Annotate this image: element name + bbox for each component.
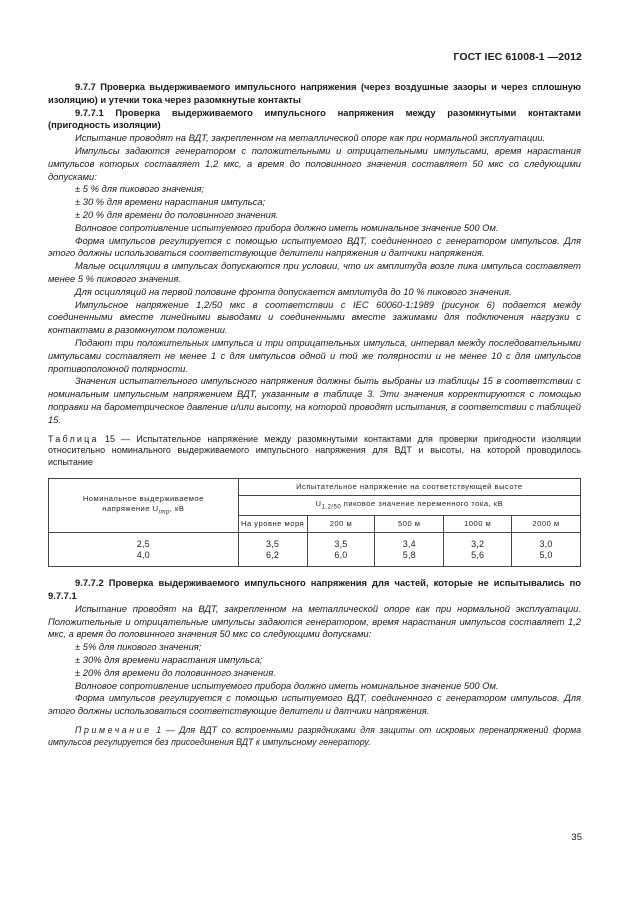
altitude-header: 1000 м	[444, 516, 512, 533]
altitude-header: 500 м	[375, 516, 444, 533]
subscript: imp	[158, 509, 170, 516]
cell-value: 3,5	[334, 538, 348, 549]
tolerance-item: ± 30% для времени нарастания импульса;	[75, 654, 263, 666]
subsection-heading-9-7-7-2: 9.7.7.2 Проверка выдерживаемого импульсного напряжения для частей, которые не испытывались по 9.7.7.1	[48, 577, 581, 602]
altitude-header: На уровне моря	[238, 516, 307, 533]
table-cell	[444, 533, 512, 567]
group-header: Испытательное напряжение на соответствующей высоте	[238, 479, 580, 496]
column-header-rated-voltage	[49, 479, 239, 533]
paragraph: Значения испытательного импульсного напряжения должны быть выбраны из таблицы 15 в соответствии с номинальным импульсным напряжением ВДТ, указанным в таблице 3. Эти значения корректируются с помощью поправки на барометрическое давление и/или высоту, на которой проводят испытания, в соответствии с таблицей 15.	[48, 375, 581, 425]
section-heading-9-7-7: 9.7.7 Проверка выдерживаемого импульсного напряжения (через воздушные зазоры и через сплошную изоляцию) и утечки тока через разомкнутые контакты	[48, 81, 581, 105]
altitude-header: 2000 м	[512, 516, 581, 533]
subgroup-header	[238, 496, 580, 516]
test-voltage-table	[48, 478, 581, 567]
cell-value: 3,4	[402, 538, 416, 549]
cell-value: 5,8	[402, 549, 416, 560]
cell-value: 5,0	[539, 549, 553, 560]
tolerance-item: ± 5 % для пикового значения;	[75, 183, 204, 195]
paragraph: Для осцилляций на первой половине фронта допускается амплитуда до 10 % пикового значения.	[75, 285, 512, 297]
page-number: 35	[571, 832, 582, 843]
table-data-row	[49, 533, 581, 567]
table-caption	[48, 434, 581, 470]
document-id-header: ГОСТ IEC 61008-1 —2012	[453, 51, 582, 63]
note-label: Примечание	[75, 725, 152, 735]
paragraph: Малые осцилляции в импульсах допускаются при условии, что их амплитуда возле пика импульса составляет менее 5 % пикового значения.	[48, 260, 581, 284]
altitude-header: 200 м	[307, 516, 375, 533]
subgroup-text: пиковое значение переменного тока, кВ	[341, 498, 504, 508]
cell-value: 2,5	[136, 538, 150, 549]
cell-value: 3,5	[266, 538, 280, 549]
subsection-heading-9-7-7-1: 9.7.7.1 Проверка выдерживаемого импульсного напряжения между разомкнутыми контактами (пригодность изоляции)	[48, 106, 581, 131]
note	[48, 724, 581, 748]
cell-value: 4,0	[136, 549, 150, 560]
table-cell	[49, 533, 239, 567]
subscript: 1,2/50	[321, 504, 342, 511]
cell-value: 5,6	[471, 549, 485, 560]
paragraph: Импульсное напряжение 1,2/50 мкс в соответствии с IEC 60060-1:1989 (рисунок 6) подается между соединенными вместе линейными выводами и соединенными вместе зажимами для подключения нагрузки с контактами в разомкнутом положении.	[48, 298, 581, 336]
table-caption-label: Таблица	[48, 433, 99, 444]
paragraph: Испытание проводят на ВДТ, закрепленном на металлической опоре как при нормальной эксплуатации.	[75, 132, 546, 144]
tolerance-item: ± 20% для времени до половинного значения.	[75, 666, 276, 678]
column-header-line	[49, 504, 238, 518]
tolerance-item: ± 5% для пикового значения;	[75, 641, 202, 653]
cell-value: 3,0	[539, 538, 553, 549]
document-body	[48, 81, 581, 748]
column-header-text: напряжение U	[102, 503, 159, 513]
column-header-line: Номинальное выдерживаемое	[82, 493, 204, 503]
cell-value: 6,0	[334, 549, 348, 560]
tolerance-item: ± 30 % для времени нарастания импульса;	[75, 196, 266, 208]
subgroup-symbol: U	[315, 498, 322, 508]
paragraph: Волновое сопротивление испытуемого прибора должно иметь номинальное значение 500 Ом.	[75, 679, 499, 691]
table-cell	[307, 533, 375, 567]
note-text: 1 — Для ВДТ со встроенными разрядниками для защиты от искровых перенапряжений форма импульсов регулируется без присоединения ВДТ к импульсному генератору.	[48, 725, 581, 748]
paragraph: Волновое сопротивление испытуемого прибора должно иметь номинальное значение 500 Ом.	[75, 221, 499, 233]
paragraph: Подают три положительных импульса и три отрицательных импульса, интервал между последовательными импульсами составляет не менее 1 с для импульсов одной и той же полярности и не менее 10 с для импульсов противоположной полярности.	[48, 336, 581, 374]
paragraph: Импульсы задаются генератором с положительными и отрицательными импульсами, время нарастания импульсов которых составляет 1,2 мкс, а время до половинного значения составляет 50 мкс со следующими допусками:	[48, 144, 581, 182]
paragraph: Форма импульсов регулируется с помощью испытуемого ВДТ, соединенного с генератором импульсов. Для этого должны использоваться соответствующие делители напряжения и датчики напряжения.	[48, 234, 581, 259]
cell-value: 3,2	[471, 538, 485, 549]
tolerance-item: ± 20 % для времени до половинного значения.	[75, 208, 279, 220]
column-header-unit: , кВ	[169, 503, 185, 513]
cell-value: 6,2	[266, 549, 280, 560]
table-cell	[238, 533, 307, 567]
table-cell	[512, 533, 581, 567]
table-cell	[375, 533, 444, 567]
table-caption-text: 15 — Испытательное напряжение между разомкнутыми контактами для проверки пригодности изоляции относительно номинального выдерживаемого импульсного напряжения для ВДТ и высоты, на которой проводилось испытание	[48, 433, 581, 468]
paragraph: Испытание проводят на ВДТ, закрепленном на металлической опоре как при нормальной эксплуатации. Положительные и отрицательные импульсы задаются генератором, время нарастания импульсов составляет 1,2 мкс, а время до половинного значения 50 мкс со следующими допусками:	[48, 602, 581, 640]
paragraph: Форма импульсов регулируется с помощью испытуемого ВДТ, соединенного с генератором импульсов. Для этого должны использоваться соответствующие делители и датчики напряжения.	[48, 692, 581, 717]
